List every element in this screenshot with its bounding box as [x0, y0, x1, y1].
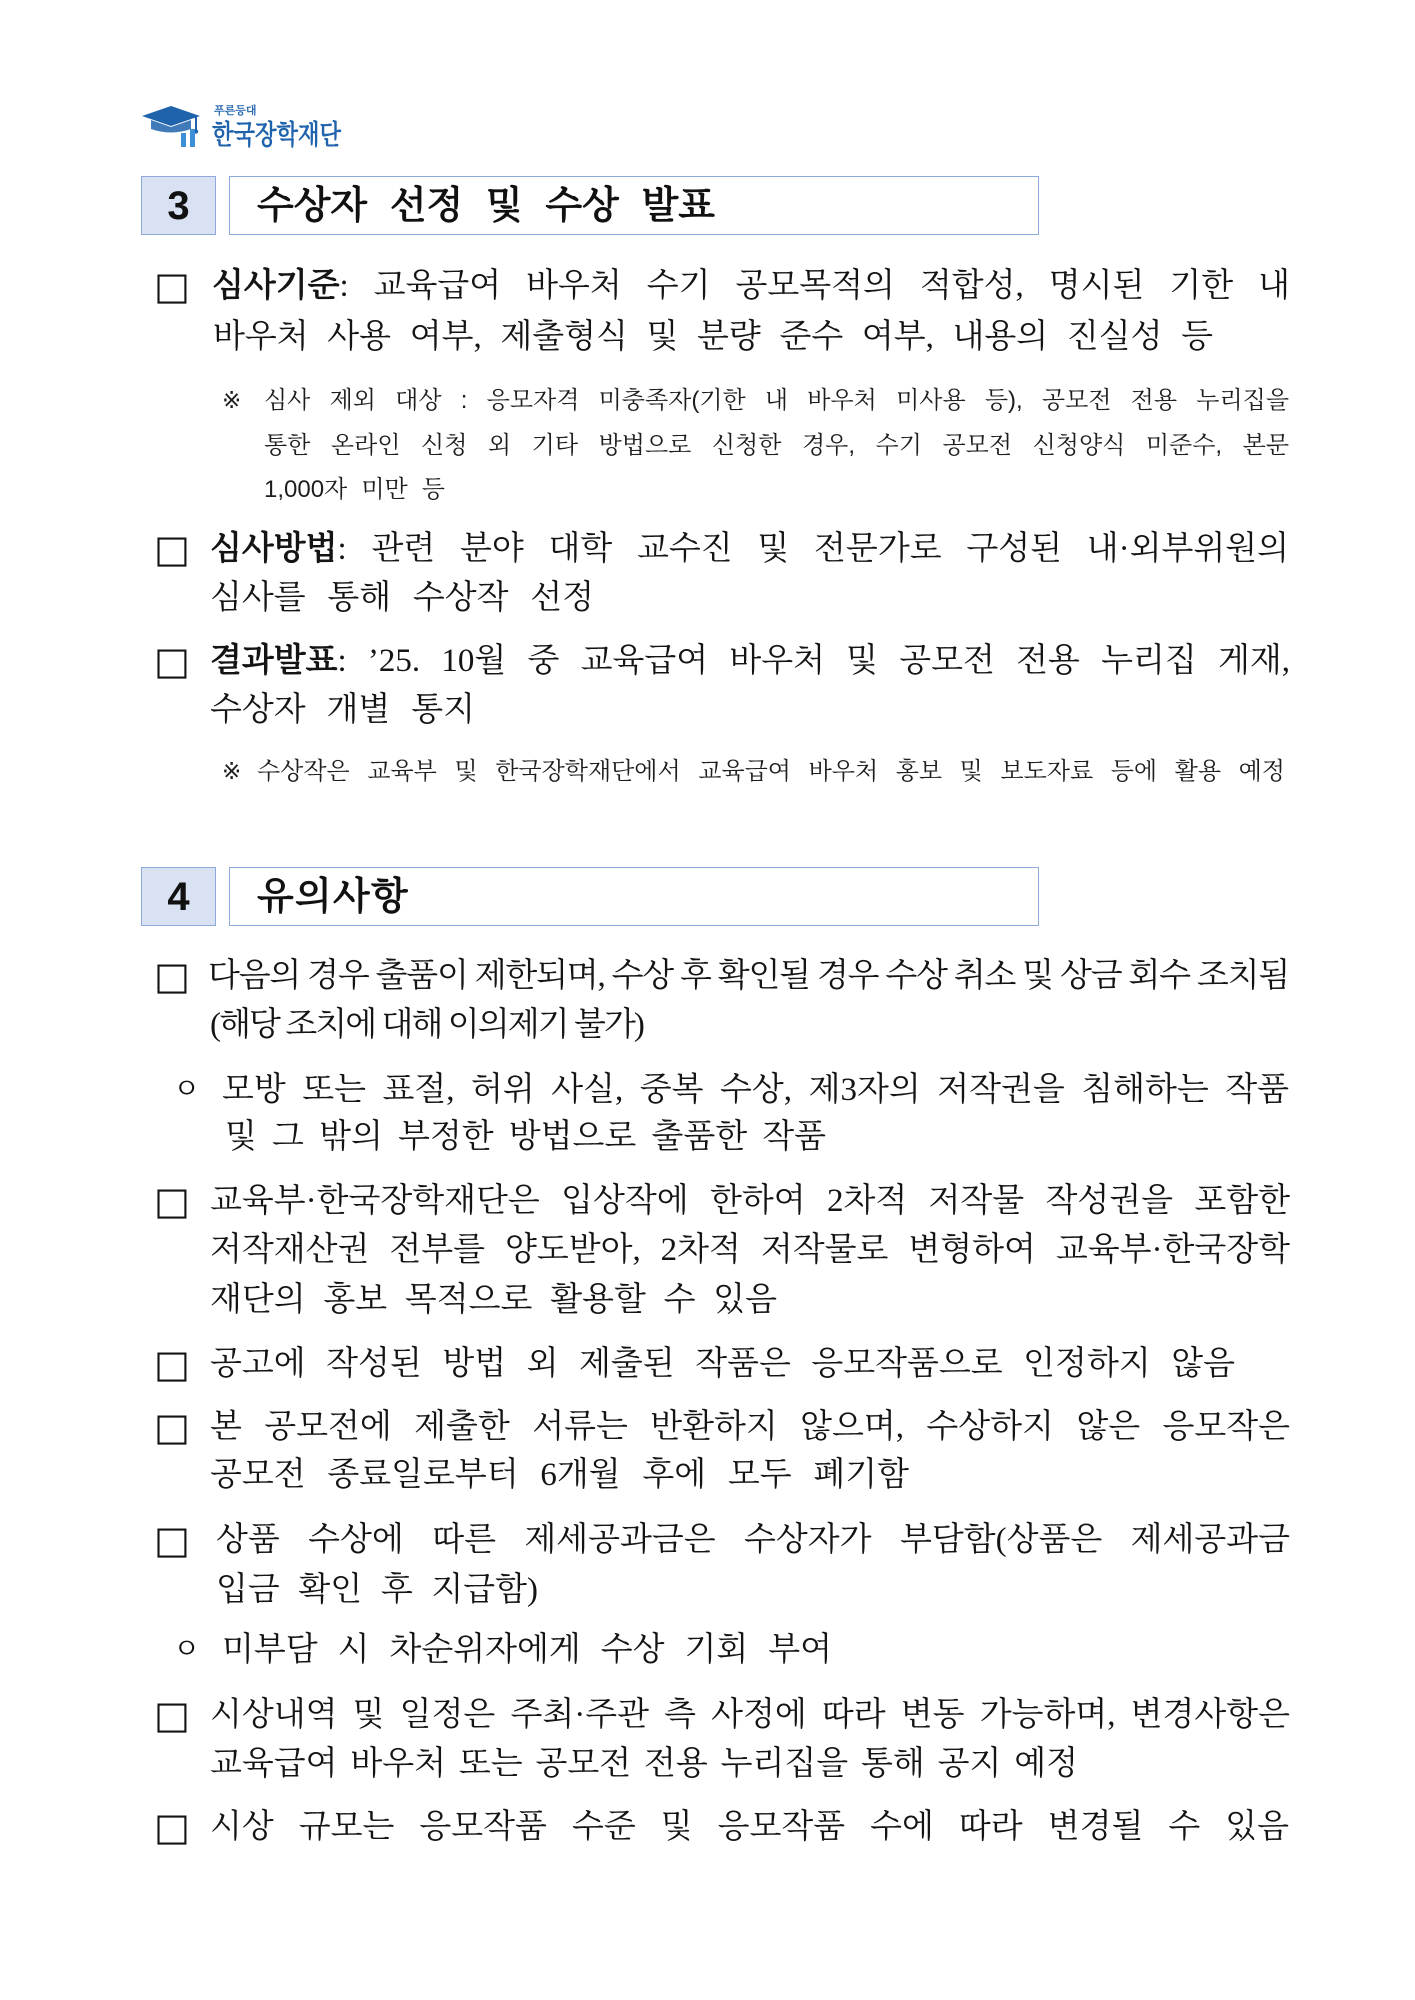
- square-bullet-icon: □: [154, 1405, 190, 1449]
- logo-name: 한국장학재단: [212, 120, 341, 150]
- square-bullet-icon: □: [154, 1693, 190, 1737]
- restriction-line: 다음의 경우 출품이 제한되며, 수상 후 확인될 경우 수상 취소 및 상금 회수 조치됨: [208, 958, 1289, 994]
- tax-sub-line: 미부담 시 차순위자에게 수상 기회 부여: [222, 1632, 832, 1668]
- document-return-line: 공모전 종료일로부터 6개월 후에 모두 폐기함: [210, 1457, 909, 1493]
- square-bullet-icon: □: [154, 1518, 190, 1562]
- announcement-line: [210, 641, 1290, 681]
- circle-bullet-icon: ㅇ: [173, 1634, 201, 1665]
- announcement-label: 결과발표: [210, 643, 338, 679]
- section-number: 3: [141, 176, 216, 235]
- tax-line: 상품 수상에 따른 제세공과금은 수상자가 부담함(상품은 제세공과금: [216, 1522, 1290, 1558]
- copyright-line: 재단의 홍보 목적으로 활용할 수 있음: [210, 1282, 777, 1318]
- criteria-label: 심사기준: [212, 268, 340, 304]
- square-bullet-icon: □: [154, 1179, 190, 1223]
- square-bullet-icon: □: [154, 1805, 190, 1849]
- submission-method-line: 공고에 작성된 방법 외 제출된 작품은 응모작품으로 인정하지 않음: [210, 1346, 1235, 1382]
- section-title: 수상자 선정 및 수상 발표: [257, 184, 715, 227]
- graduation-cap-icon: [141, 103, 207, 149]
- tax-line: 입금 확인 후 지급함): [216, 1572, 538, 1608]
- schedule-change-line: 시상내역 및 일정은 주최·주관 측 사정에 따라 변동 가능하며, 변경사항은: [210, 1697, 1290, 1733]
- square-bullet-icon: □: [154, 527, 190, 571]
- restriction-sub-line: 모방 또는 표절, 허위 사실, 중복 수상, 제3자의 저작권을 침해하는 작품: [222, 1072, 1289, 1108]
- square-bullet-icon: □: [154, 264, 190, 308]
- award-scale-line: 시상 규모는 응모작품 수준 및 응모작품 수에 따라 변경될 수 있음: [210, 1809, 1289, 1845]
- reference-mark-icon: ※: [222, 388, 242, 414]
- document-return-line: 본 공모전에 제출한 서류는 반환하지 않으며, 수상하지 않은 응모작은: [210, 1409, 1290, 1445]
- method-line: [210, 529, 1289, 569]
- announcement-text: : ’25. 10월 중 교육급여 바우처 및 공모전 전용 누리집 게재,: [337, 643, 1290, 679]
- method-label: 심사방법: [210, 531, 338, 567]
- square-bullet-icon: □: [154, 639, 190, 683]
- restriction-sub-line: 및 그 밖의 부정한 방법으로 출품한 작품: [225, 1119, 826, 1155]
- exclusion-note-line: 1,000자 미만 등: [264, 476, 445, 503]
- section-number: 4: [141, 867, 216, 926]
- copyright-line: 교육부·한국장학재단은 입상작에 한하여 2차적 저작물 작성권을 포함한: [210, 1183, 1290, 1219]
- method-line: 심사를 통해 수상작 선정: [210, 580, 594, 616]
- restriction-line: (해당 조치에 대해 이의제기 불가): [210, 1007, 643, 1043]
- schedule-change-line: 교육급여 바우처 또는 공모전 전용 누리집을 통해 공지 예정: [210, 1746, 1078, 1782]
- method-text: : 관련 분야 대학 교수진 및 전문가로 구성된 내·외부위원의: [337, 531, 1289, 567]
- criteria-text: : 교육급여 바우처 수기 공모목적의 적합성, 명시된 기한 내: [339, 268, 1290, 304]
- logo-tagline: 푸른등대: [214, 105, 257, 117]
- criteria-line: [212, 266, 1290, 306]
- section-title: 유의사항: [257, 875, 409, 918]
- square-bullet-icon: □: [154, 1342, 190, 1386]
- section-title-box: [229, 867, 1039, 926]
- exclusion-note-line: 통한 온라인 신청 외 기타 방법으로 신청한 경우, 수기 공모전 신청양식 미준수, 본문: [264, 432, 1289, 459]
- section-title-box: [229, 176, 1039, 235]
- announcement-line: 수상자 개별 통지: [210, 692, 475, 728]
- exclusion-note-line: 심사 제외 대상 : 응모자격 미충족자(기한 내 바우처 미사용 등), 공모전 전용 누리집을: [264, 387, 1289, 414]
- circle-bullet-icon: ㅇ: [173, 1074, 201, 1105]
- copyright-line: 저작재산권 전부를 양도받아, 2차적 저작물로 변형하여 교육부·한국장학: [210, 1232, 1290, 1268]
- reference-mark-icon: ※: [222, 759, 242, 785]
- square-bullet-icon: □: [154, 954, 190, 998]
- criteria-line: 바우처 사용 여부, 제출형식 및 분량 준수 여부, 내용의 진실성 등: [213, 319, 1213, 355]
- logo: [141, 100, 351, 152]
- usage-note-line: 수상작은 교육부 및 한국장학재단에서 교육급여 바우처 홍보 및 보도자료 등에 활용 예정: [257, 758, 1285, 785]
